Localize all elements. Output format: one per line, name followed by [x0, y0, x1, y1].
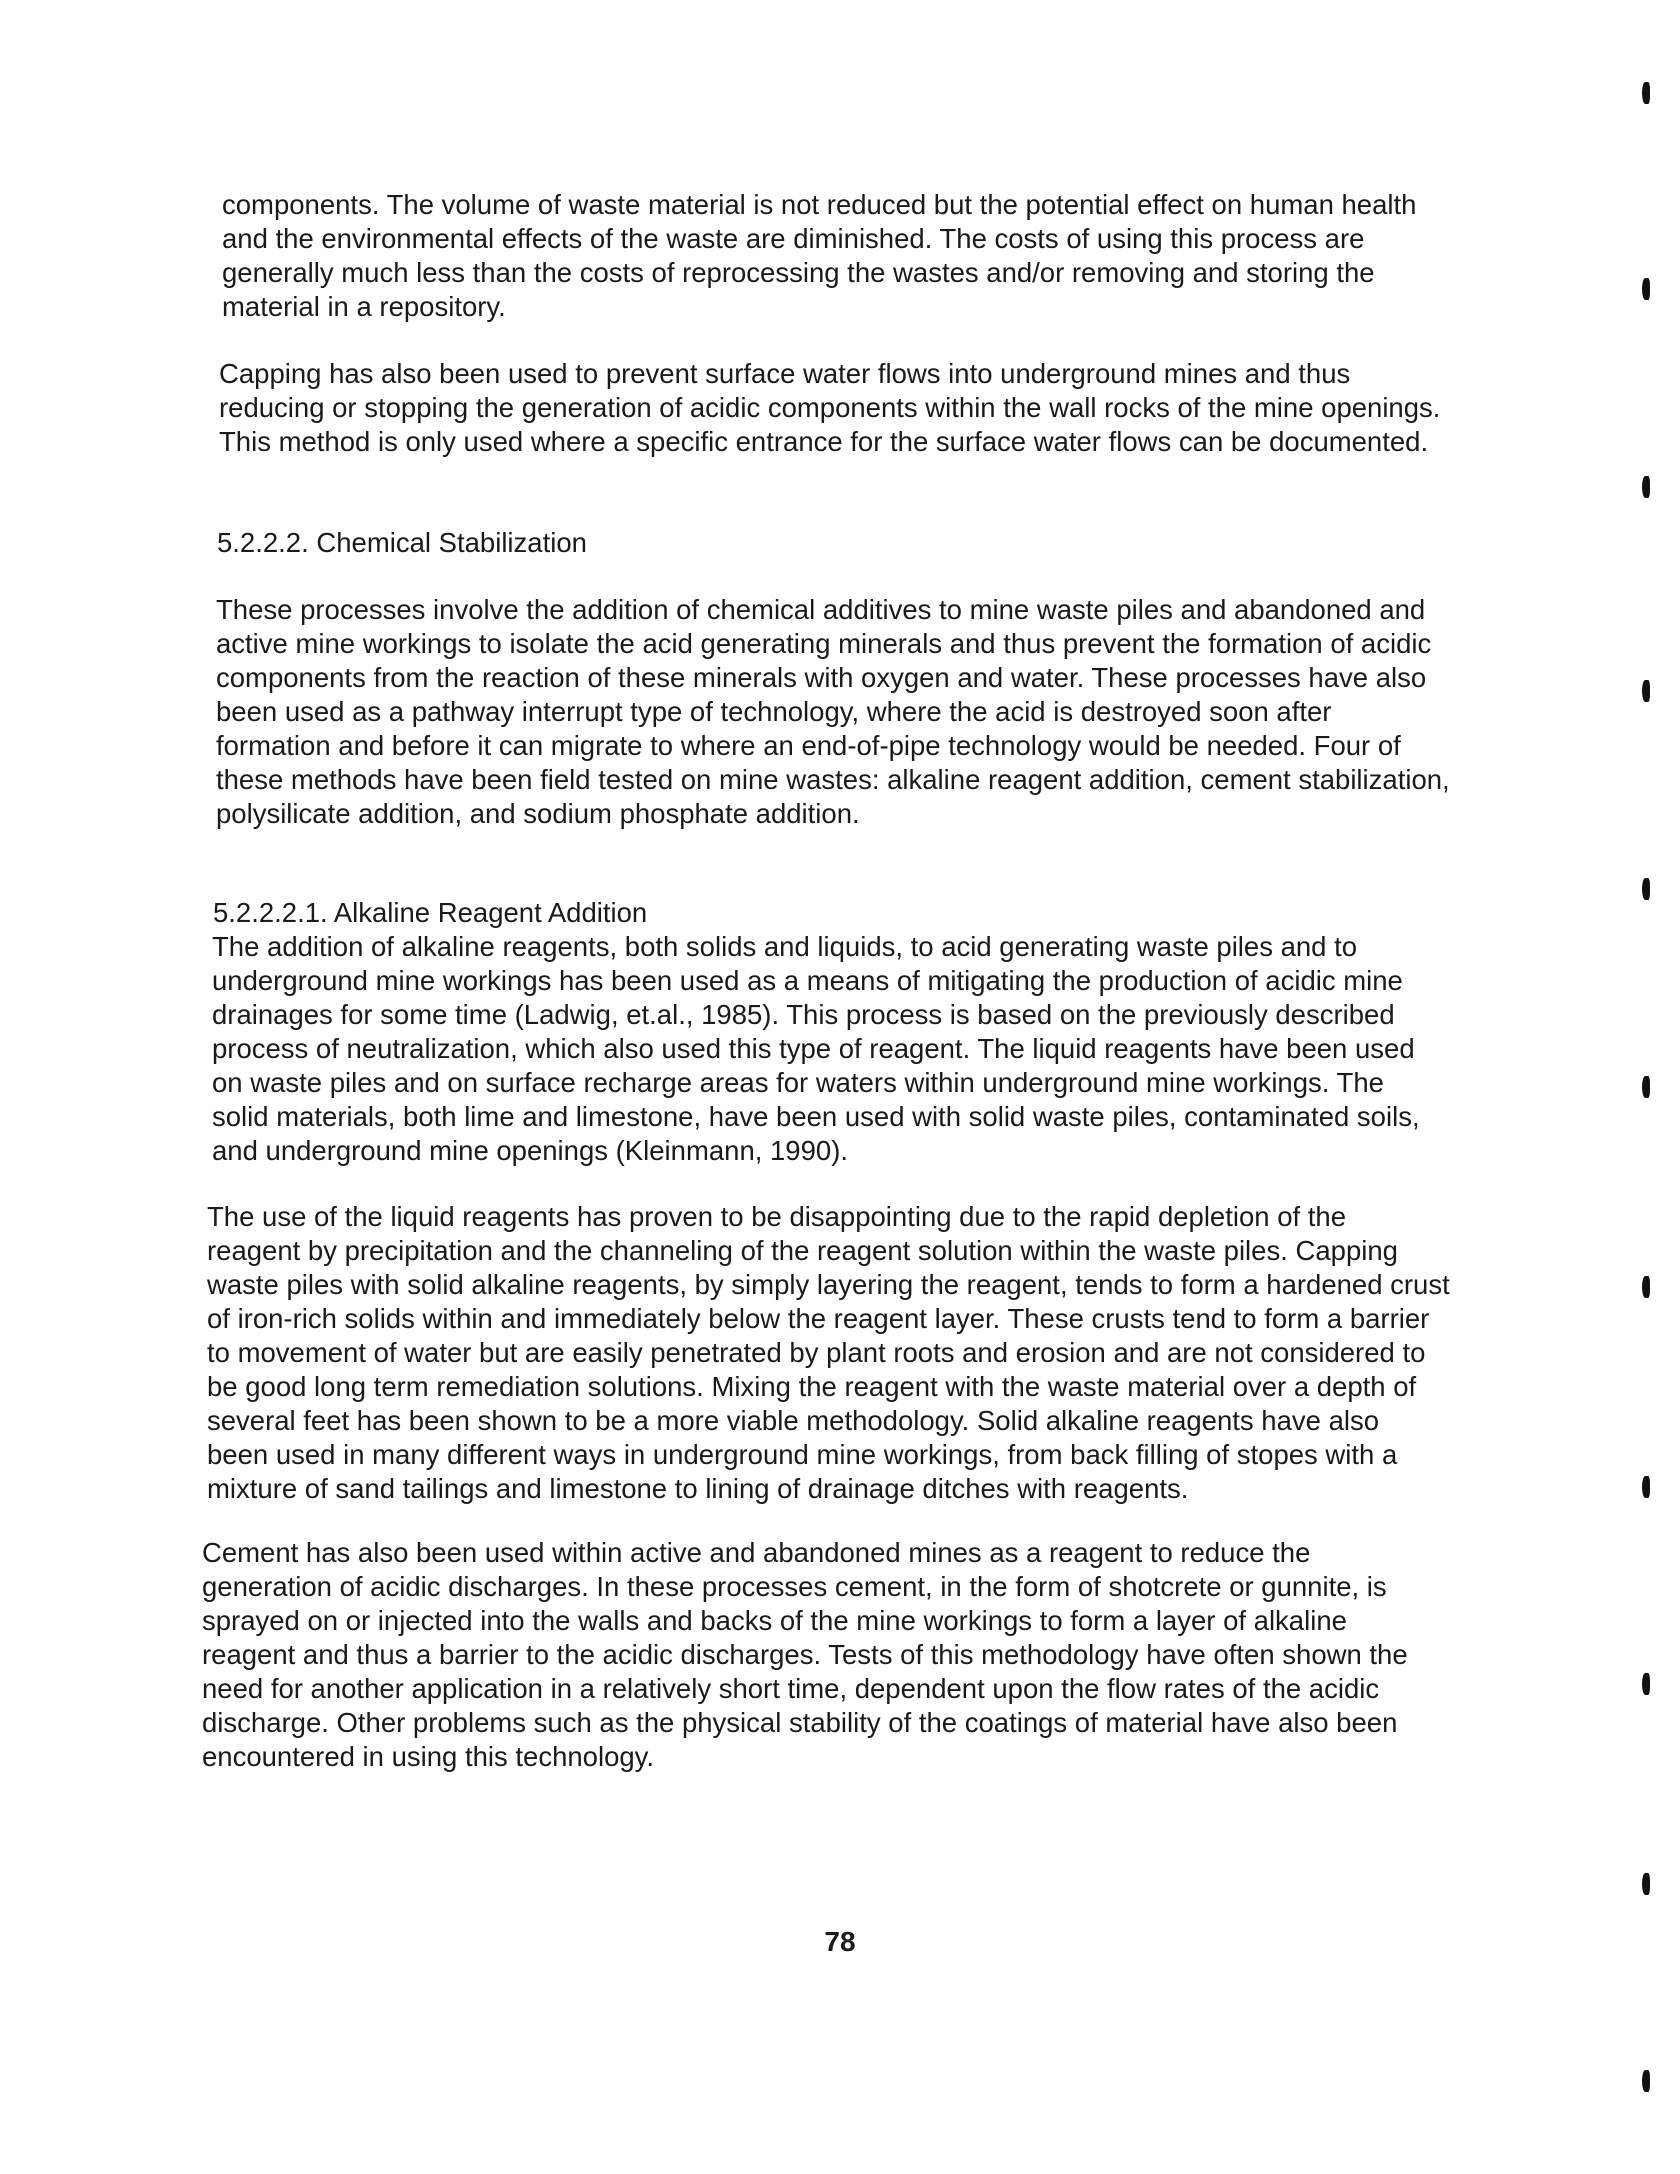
- binding-mark: [1642, 1673, 1650, 1695]
- text-line: and the environmental effects of the waste are diminished. The costs of using this process are: [222, 223, 1365, 254]
- paragraph-liquid-reagents: [207, 1200, 1450, 1506]
- text-line: process of neutralization, which also used this type of reagent. The liquid reagents have been used: [212, 1033, 1415, 1064]
- text-line: of iron-rich solids within and immediately below the reagent layer. These crusts tend to form a barrier: [207, 1303, 1430, 1334]
- text-line: on waste piles and on surface recharge areas for waters within underground mine workings. The: [212, 1067, 1384, 1098]
- binding-mark: [1642, 1476, 1650, 1498]
- text-line: generation of acidic discharges. In these processes cement, in the form of shotcrete or gunnite, is: [202, 1571, 1387, 1602]
- text-line: These processes involve the addition of chemical additives to mine waste piles and abandoned and: [216, 594, 1426, 625]
- paragraph-capping-underground: [219, 357, 1440, 459]
- text-line: components from the reaction of these minerals with oxygen and water. These processes have also: [216, 662, 1427, 693]
- text-line: material in a repository.: [222, 291, 506, 322]
- binding-mark: [1642, 1276, 1650, 1298]
- text-line: these methods have been field tested on mine wastes: alkaline reagent addition, cement stabilization,: [216, 764, 1450, 795]
- text-line: generally much less than the costs of reprocessing the wastes and/or removing and storing the: [222, 257, 1375, 288]
- paragraph-alkaline-reagents: [212, 930, 1420, 1168]
- binding-mark: [1642, 878, 1650, 900]
- paragraph-cement: [202, 1536, 1408, 1774]
- text-line: Cement has also been used within active and abandoned mines as a reagent to reduce the: [202, 1537, 1311, 1568]
- text-line: Capping has also been used to prevent surface water flows into underground mines and thus: [219, 358, 1351, 389]
- page-number: 78: [824, 1926, 856, 1957]
- binding-mark: [1642, 278, 1650, 300]
- text-line: several feet has been shown to be a more viable methodology. Solid alkaline reagents have also: [207, 1405, 1380, 1436]
- paragraph-waste-capping-costs: [222, 188, 1416, 324]
- text-line: The addition of alkaline reagents, both solids and liquids, to acid generating waste piles and to: [212, 931, 1358, 962]
- text-line: discharge. Other problems such as the physical stability of the coatings of material have also been: [202, 1707, 1398, 1738]
- paragraph-chemical-additives: [216, 593, 1450, 831]
- subsection-heading-alkaline-reagent: 5.2.2.2.1. Alkaline Reagent Addition: [213, 897, 648, 928]
- text-line: This method is only used where a specific entrance for the surface water flows can be documented.: [219, 426, 1429, 457]
- text-line: components. The volume of waste material is not reduced but the potential effect on human health: [222, 189, 1417, 220]
- text-line: waste piles with solid alkaline reagents, by simply layering the reagent, tends to form a hardened crust: [207, 1269, 1450, 1300]
- text-line: underground mine workings has been used as a means of mitigating the production of acidic mine: [212, 965, 1403, 996]
- text-line: be good long term remediation solutions. Mixing the reagent with the waste material over a depth of: [207, 1371, 1417, 1402]
- text-line: been used as a pathway interrupt type of technology, where the acid is destroyed soon after: [216, 696, 1332, 727]
- text-line: and underground mine openings (Kleinmann, 1990).: [212, 1135, 848, 1166]
- binding-mark: [1642, 2070, 1650, 2092]
- binding-mark: [1642, 1873, 1650, 1895]
- binding-mark: [1642, 1076, 1650, 1098]
- text-line: drainages for some time (Ladwig, et.al., 1985). This process is based on the previously described: [212, 999, 1395, 1030]
- text-line: active mine workings to isolate the acid generating minerals and thus prevent the formation of acidic: [216, 628, 1432, 659]
- text-line: sprayed on or injected into the walls and backs of the mine workings to form a layer of alkaline: [202, 1605, 1347, 1636]
- text-line: mixture of sand tailings and limestone to lining of drainage ditches with reagents.: [207, 1473, 1189, 1504]
- text-line: formation and before it can migrate to where an end-of-pipe technology would be needed. Four of: [216, 730, 1401, 761]
- text-line: The use of the liquid reagents has proven to be disappointing due to the rapid depletion of the: [207, 1201, 1347, 1232]
- text-line: need for another application in a relatively short time, dependent upon the flow rates of the acidic: [202, 1673, 1380, 1704]
- text-line: reagent by precipitation and the channeling of the reagent solution within the waste piles. Capping: [207, 1235, 1398, 1266]
- text-line: been used in many different ways in underground mine workings, from back filling of stopes with a: [207, 1439, 1398, 1470]
- text-line: polysilicate addition, and sodium phosphate addition.: [216, 798, 860, 829]
- section-heading-chemical-stabilization: 5.2.2.2. Chemical Stabilization: [217, 527, 587, 558]
- text-line: solid materials, both lime and limestone, have been used with solid waste piles, contaminated soils,: [212, 1101, 1420, 1132]
- text-line: encountered in using this technology.: [202, 1741, 655, 1772]
- text-line: reducing or stopping the generation of acidic components within the wall rocks of the mine openings.: [219, 392, 1441, 423]
- binding-mark: [1642, 680, 1650, 702]
- binding-mark: [1642, 82, 1650, 104]
- binding-mark: [1642, 476, 1650, 498]
- text-line: reagent and thus a barrier to the acidic discharges. Tests of this methodology have often shown the: [202, 1639, 1408, 1670]
- text-line: to movement of water but are easily penetrated by plant roots and erosion and are not considered to: [207, 1337, 1426, 1368]
